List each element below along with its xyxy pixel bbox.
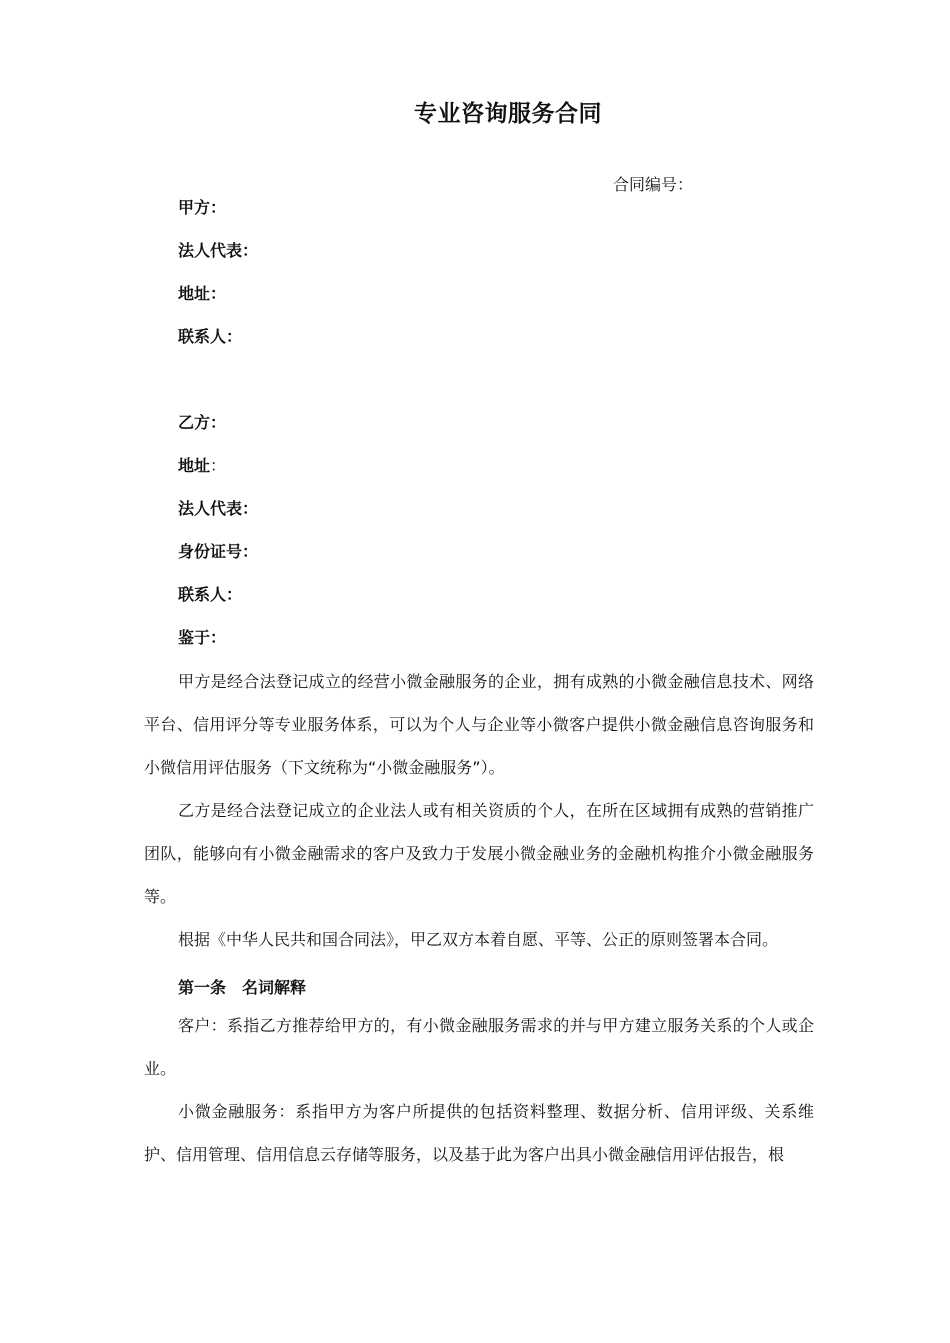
document-title: 专业咨询服务合同 — [414, 101, 602, 127]
party-b-address-text: 地址 — [178, 456, 211, 475]
party-a-address-label: 地址： — [178, 284, 227, 303]
article-1-heading: 第一条 名词解释 — [178, 978, 307, 997]
whereas-paragraph-party-b: 乙方是经合法登记成立的企业法人或有相关资质的个人，在所在区域拥有成熟的营销推广团队，能够向有小微金融需求的客户及致力于发展小微金融业务的金融机构推介小微金融服务等。 — [144, 801, 814, 906]
whereas-paragraph-party-a: 甲方是经合法登记成立的经营小微金融服务的企业，拥有成熟的小微金融信息技术、网络平台、信用评分等专业服务体系，可以为个人与企业等小微客户提供小微金融信息咨询服务和小微信用评估服务（下文统称为“小微金融服务”）。 — [144, 672, 814, 777]
whereas-label: 鉴于： — [178, 628, 227, 647]
party-a-legal-rep-label: 法人代表： — [178, 241, 259, 260]
party-b-address-colon: ： — [210, 456, 227, 475]
whereas-paragraph-law: 根据《中华人民共和国合同法》，甲乙双方本着自愿、平等、公正的原则签署本合同。 — [178, 930, 779, 949]
party-b-id-label: 身份证号： — [178, 542, 259, 561]
party-b-contact-label: 联系人： — [178, 585, 243, 604]
party-b-name-label: 乙方： — [178, 413, 227, 432]
party-a-contact-label: 联系人： — [178, 327, 243, 346]
party-b-address-label — [178, 456, 226, 476]
party-a-name-label: 甲方： — [178, 198, 227, 217]
party-b-legal-rep-label: 法人代表： — [178, 499, 259, 518]
definition-client-paragraph: 客户：系指乙方推荐给甲方的，有小微金融服务需求的并与甲方建立服务关系的个人或企业。 — [144, 1016, 814, 1078]
contract-number-label: 合同编号： — [613, 175, 694, 194]
definition-service-paragraph: 小微金融服务：系指甲方为客户所提供的包括资料整理、数据分析、信用评级、关系维护、信用管理、信用信息云存储等服务，以及基于此为客户出具小微金融信用评估报告，根 — [144, 1102, 814, 1164]
